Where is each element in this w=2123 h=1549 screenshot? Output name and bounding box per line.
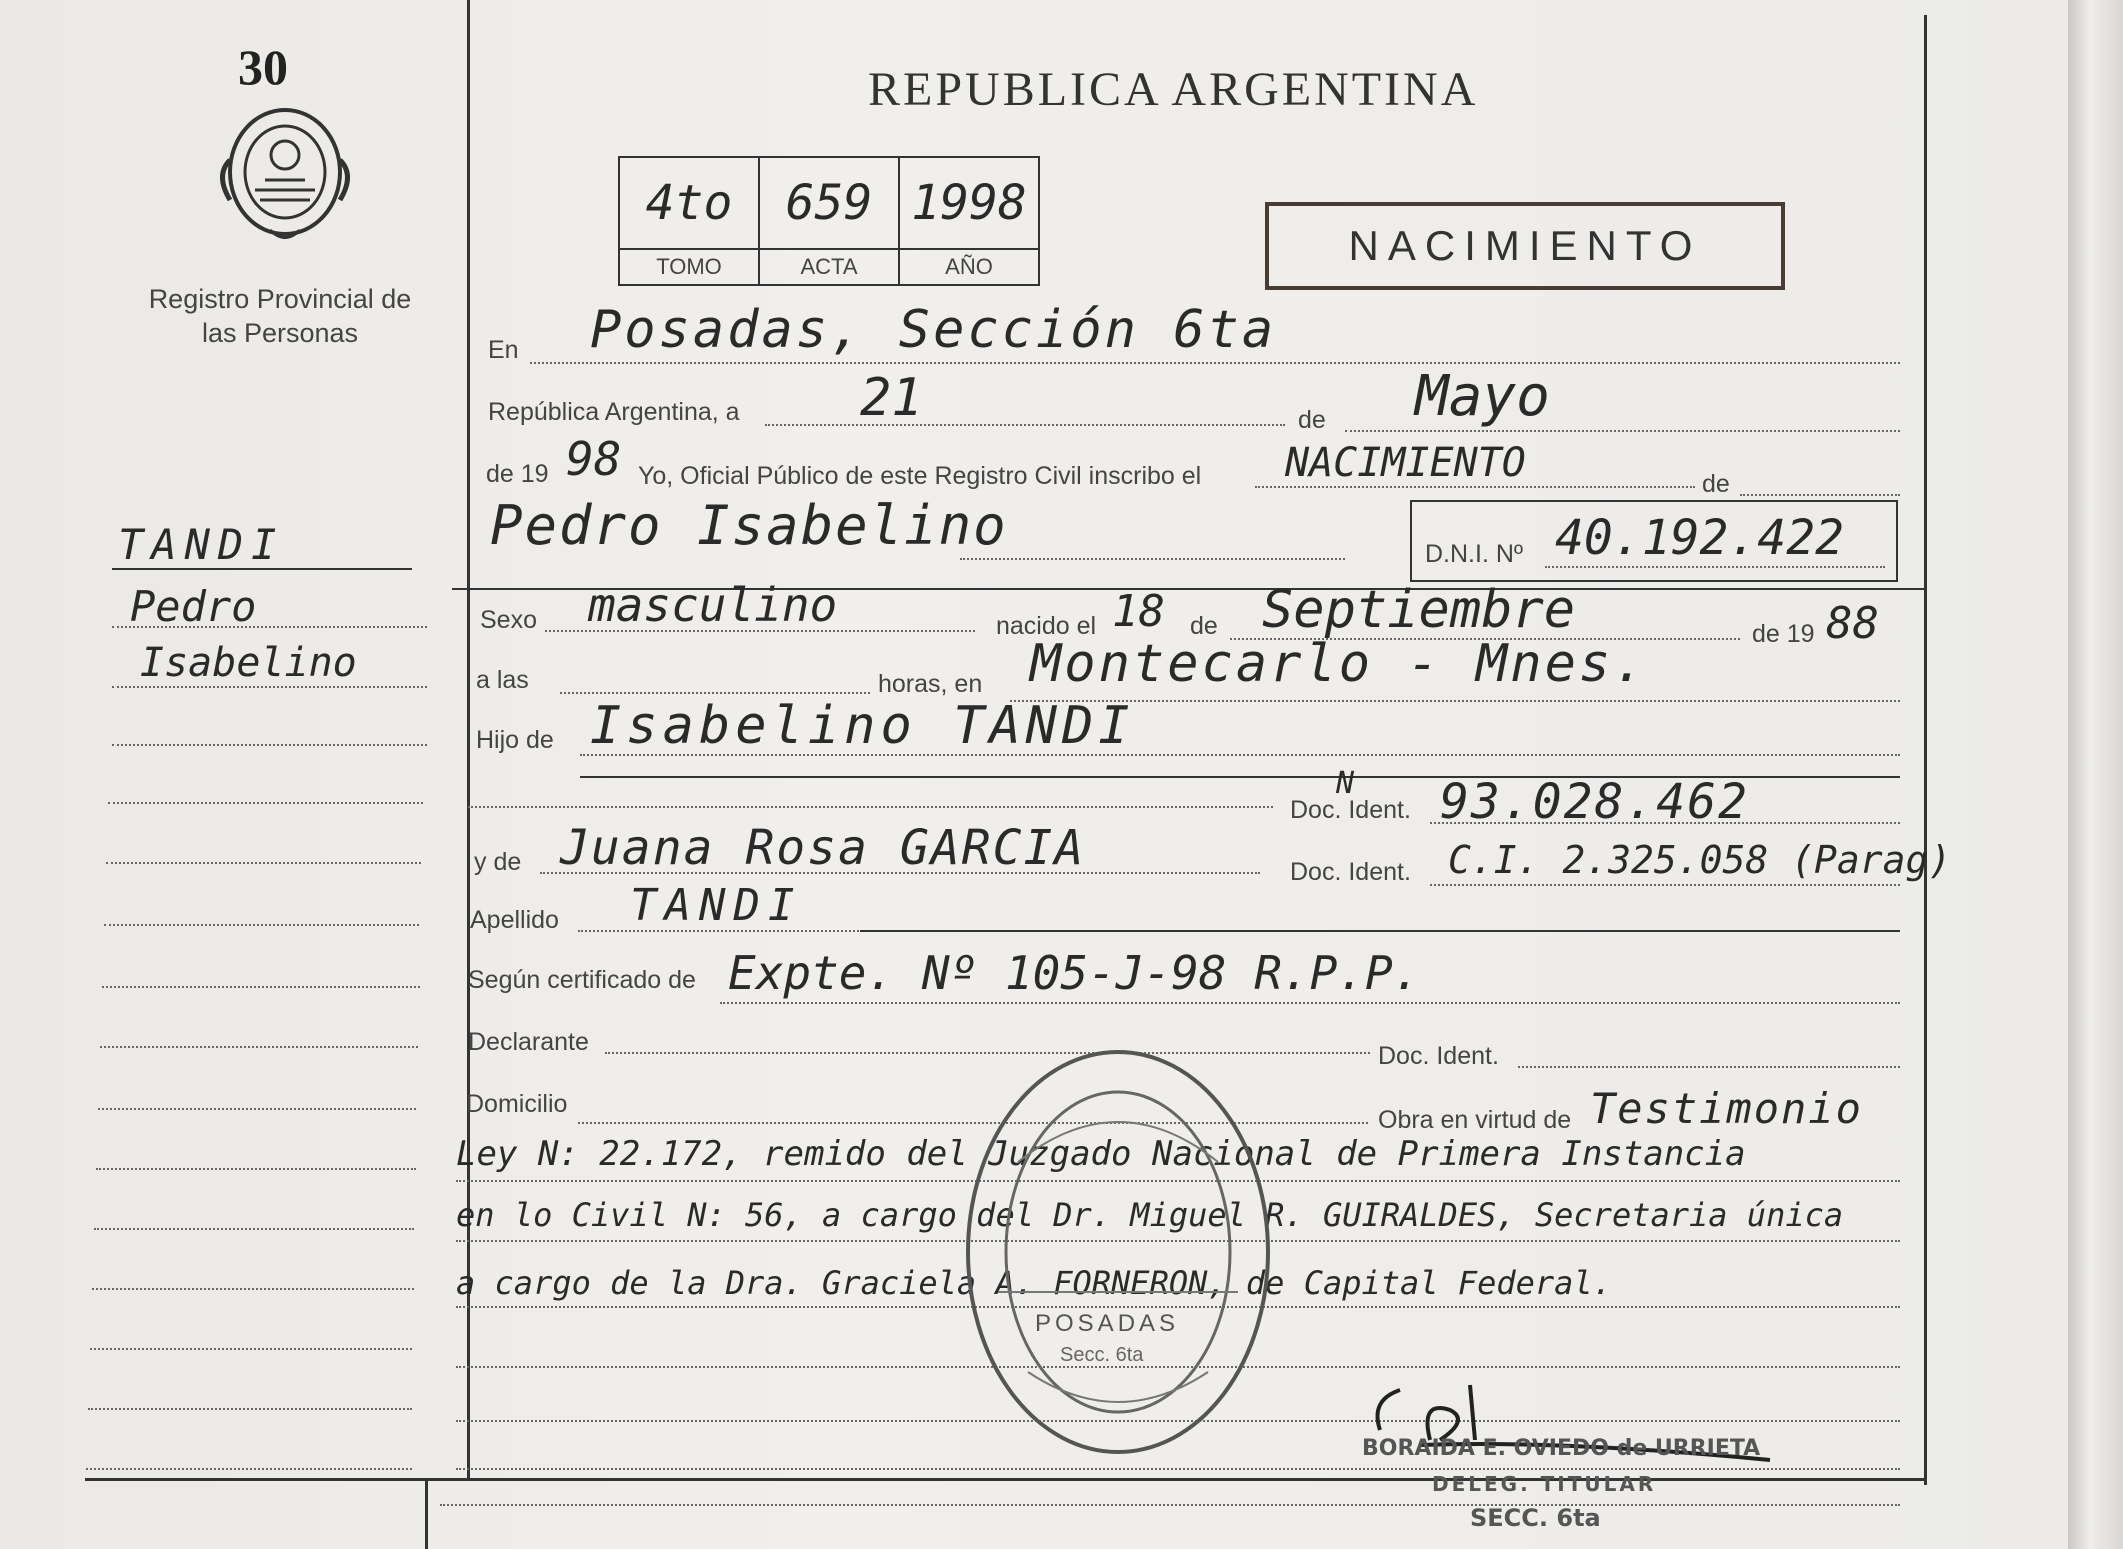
province-seal-icon	[210, 100, 360, 250]
margin-surname: TANDI	[118, 520, 285, 569]
label-de-tipo: de	[1702, 470, 1730, 498]
line-madre-doc	[1430, 884, 1900, 886]
margin-line	[112, 744, 427, 746]
official-stamp-icon	[958, 1042, 1278, 1462]
line-dni	[1545, 566, 1885, 568]
margin-line	[96, 1168, 416, 1170]
line-mes	[1345, 430, 1900, 432]
value-lugar: Posadas, Sección 6ta	[590, 300, 1277, 360]
value-nac-mes: Septiembre	[1262, 580, 1576, 640]
line-horas	[560, 692, 870, 694]
body-rule-7	[440, 1504, 1900, 1506]
lower-divider	[425, 1480, 428, 1549]
margin-line	[86, 1468, 412, 1470]
label-republica: República Argentina, a	[488, 398, 740, 426]
margin-line	[88, 1408, 412, 1410]
margin-given-name-1: Pedro	[130, 582, 257, 631]
value-lugar-nac: Montecarlo - Mnes.	[1030, 634, 1648, 694]
label-declarante: Declarante	[468, 1028, 589, 1056]
label-dni: D.N.I. Nº	[1425, 540, 1524, 568]
anio-label: AÑO	[899, 249, 1039, 285]
body-line-3: a cargo de la Dra. Graciela A. FORNERON, de Capital Federal.	[456, 1264, 1612, 1302]
value-anio: 98	[566, 432, 622, 486]
label-nacido: nacido el	[996, 612, 1097, 640]
label-doc-ident-madre: Doc. Ident.	[1290, 858, 1411, 886]
tomo-value: 4to	[619, 157, 759, 249]
value-tipo: NACIMIENTO	[1285, 440, 1526, 486]
line-tipo	[1255, 486, 1695, 488]
label-doc-ident-padre: Doc. Ident.	[1290, 796, 1411, 824]
label-inscribo: Yo, Oficial Público de este Registro Civil inscribo el	[638, 462, 1202, 490]
tomo-label: TOMO	[619, 249, 759, 285]
page-number: 30	[238, 39, 288, 95]
margin-line	[102, 986, 420, 988]
signature-name: BORAIDA E. OVIEDO de URRIETA	[1362, 1436, 1761, 1461]
label-de-anio-nac: de 19	[1752, 620, 1815, 648]
value-padre-doc: 93.028.462	[1440, 774, 1749, 830]
value-mes: Mayo	[1415, 364, 1550, 429]
record-id-table	[618, 156, 1040, 286]
value-sexo: masculino	[588, 578, 838, 632]
line-padre-blank	[468, 806, 1273, 808]
label-domicilio: Domicilio	[466, 1090, 568, 1118]
margin-line	[112, 686, 427, 688]
margin-line	[108, 802, 423, 804]
label-de: de	[1298, 406, 1326, 434]
margin-line	[112, 626, 427, 628]
line-lugar-nac	[1010, 700, 1900, 702]
value-nombre: Pedro Isabelino	[490, 494, 1008, 557]
line-certificado	[720, 1002, 1900, 1004]
margin-line	[92, 1288, 414, 1290]
label-a-las: a las	[476, 666, 529, 694]
value-nac-anio: 88	[1826, 598, 1879, 649]
label-y-de: y de	[474, 848, 522, 876]
value-dia: 21	[860, 368, 923, 428]
line-dia	[765, 424, 1285, 426]
stamp-section: Secc. 6ta	[1060, 1344, 1144, 1366]
margin-line	[104, 924, 419, 926]
label-en: En	[488, 336, 519, 364]
acta-label: ACTA	[759, 249, 899, 285]
rule-apellido	[860, 930, 1900, 932]
value-padre-doc-mark: N	[1336, 766, 1355, 801]
margin-given-name-2: Isabelino	[140, 640, 357, 686]
label-de-19: de 19	[486, 460, 549, 488]
line-de-tipo	[1740, 494, 1900, 496]
value-apellido: TANDI	[630, 880, 803, 931]
margin-line	[90, 1348, 412, 1350]
country-title: REPUBLICA ARGENTINA	[868, 63, 1479, 116]
label-hijo: Hijo de	[476, 726, 554, 754]
signature-title: DELEG. TITULAR	[1432, 1472, 1657, 1496]
page-edge	[2068, 0, 2123, 1549]
line-nombre	[960, 558, 1345, 560]
value-certificado: Expte. Nº 105-J-98 R.P.P.	[728, 946, 1421, 1000]
stamp-city: POSADAS	[1035, 1310, 1180, 1337]
body-line-2: en lo Civil N: 56, a cargo del Dr. Miguel R. GUIRALDES, Secretaria única	[456, 1196, 1844, 1234]
label-doc-ident-declarante: Doc. Ident.	[1378, 1042, 1499, 1070]
margin-line	[100, 1046, 418, 1048]
page-right-border	[1924, 15, 1927, 1485]
value-dni: 40.192.422	[1555, 510, 1844, 566]
value-obra: Testimonio	[1590, 1084, 1863, 1133]
margin-line	[98, 1108, 416, 1110]
line-declarante-doc	[1518, 1066, 1900, 1068]
line-en	[530, 362, 1900, 364]
margin-line	[106, 862, 421, 864]
record-type-box: NACIMIENTO	[1265, 202, 1785, 290]
margin-divider	[467, 0, 470, 1480]
label-horas: horas, en	[878, 670, 983, 698]
value-padre: Isabelino TANDI	[590, 696, 1135, 756]
value-nac-dia: 18	[1112, 586, 1165, 637]
signature-section: SECC. 6ta	[1470, 1504, 1601, 1532]
label-segun: Según certificado de	[468, 966, 696, 994]
margin-line	[94, 1228, 414, 1230]
acta-value: 659	[759, 157, 899, 249]
value-madre: Juana Rosa GARCIA	[560, 820, 1086, 876]
anio-value: 1998	[899, 157, 1039, 249]
body-line-1: Ley N: 22.172, remido del Juzgado Nacional de Primera Instancia	[456, 1134, 1746, 1174]
registry-office-label: Registro Provincial de las Personas	[148, 284, 412, 348]
label-apellido: Apellido	[470, 906, 559, 934]
label-de-nac: de	[1190, 612, 1218, 640]
label-sexo: Sexo	[480, 606, 537, 634]
label-obra: Obra en virtud de	[1378, 1106, 1572, 1134]
value-madre-doc: C.I. 2.325.058 (Parag)	[1448, 838, 1952, 882]
